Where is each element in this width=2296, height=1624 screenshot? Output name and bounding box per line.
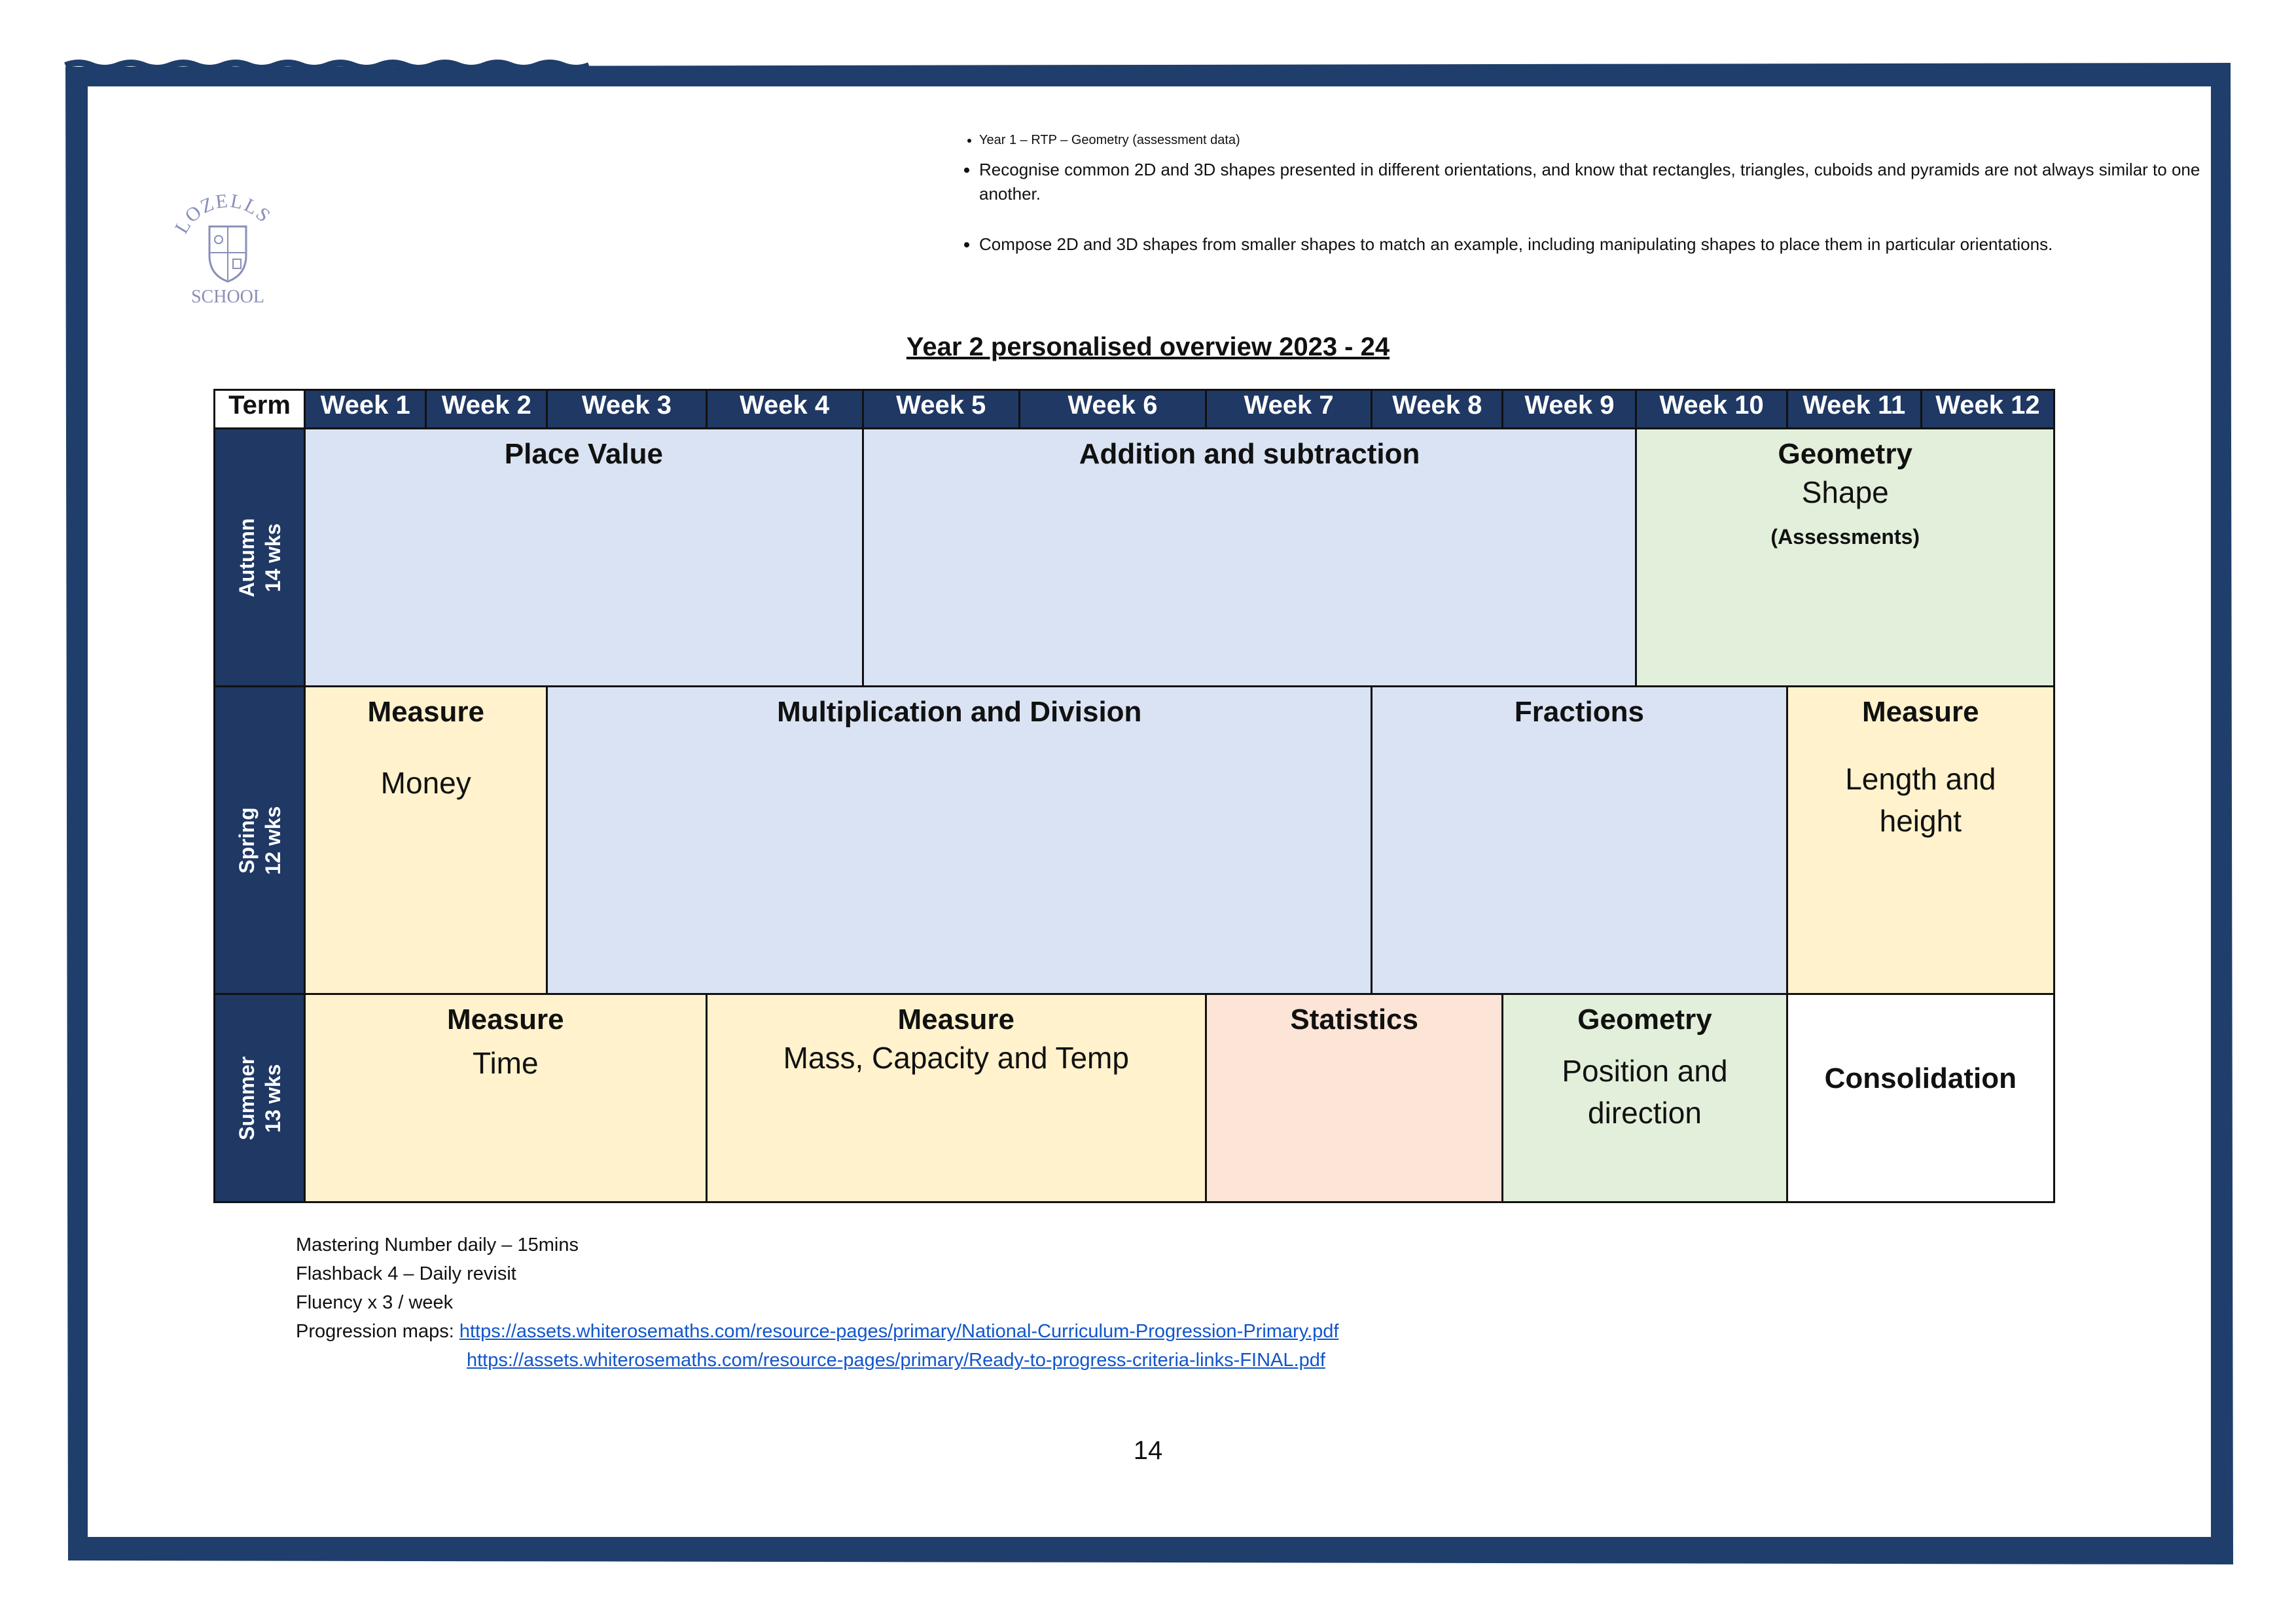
objective-item: • Recognise common 2D and 3D shapes presented in different orientations, and know that rectangles, triangles, cuboids and pyramids are not always similar to one another. <box>979 158 2236 206</box>
term-name: Summer <box>234 1056 259 1140</box>
svg-text:LOZELLS <box>171 190 276 238</box>
block-consolidation <box>1787 994 2054 1202</box>
block-subtopic: Money <box>380 766 471 800</box>
week-header: Week 12 <box>1921 390 2054 429</box>
autumn-row <box>215 429 2054 687</box>
summer-row <box>215 994 2054 1202</box>
page-number: 14 <box>1133 1436 1163 1465</box>
block-measure-time <box>305 994 706 1202</box>
term-autumn <box>215 429 305 687</box>
block-geometry-shape <box>1636 429 2054 687</box>
footer-line: Fluency x 3 / week <box>296 1292 454 1313</box>
block-fractions <box>1372 687 1787 994</box>
school-logo <box>169 190 287 308</box>
block-topic: Geometry <box>1577 1003 1712 1036</box>
week-header: Week 8 <box>1372 390 1503 429</box>
progression-link-national[interactable]: https://assets.whiterosemaths.com/resource-pages/primary/National-Curriculum-Progression-Primary.pdf <box>459 1321 1339 1342</box>
footer-notes <box>296 1231 1338 1375</box>
footer-line: Flashback 4 – Daily revisit <box>296 1263 516 1284</box>
block-topic: Statistics <box>1290 1003 1418 1036</box>
progression-link-ready[interactable]: https://assets.whiterosemaths.com/resource-pages/primary/Ready-to-progress-criteria-links-FINAL.pdf <box>467 1350 1325 1371</box>
term-header: Term <box>215 390 305 429</box>
week-header: Week 3 <box>547 390 706 429</box>
week-header: Week 10 <box>1636 390 1787 429</box>
week-header: Week 11 <box>1787 390 1921 429</box>
term-name: Autumn <box>234 518 259 597</box>
block-topic: Fractions <box>1514 696 1644 728</box>
objective-item: • Year 1 – RTP – Geometry (assessment data) <box>979 128 2236 153</box>
term-weeks: 14 wks <box>260 523 285 592</box>
objective-item: • Compose 2D and 3D shapes from smaller shapes to match an example, including manipulating shapes to place them in particular orientations. <box>979 232 2236 257</box>
block-geometry-position <box>1503 994 1787 1202</box>
block-topic: Measure <box>367 696 484 728</box>
block-place-value <box>305 429 863 687</box>
block-subtopic: Time <box>473 1046 539 1080</box>
overview-table <box>213 389 2055 1203</box>
block-multiplication-division <box>547 687 1372 994</box>
block-subtopic: Position and direction <box>1562 1054 1728 1130</box>
block-topic: Measure <box>447 1003 564 1036</box>
block-subtopic: Mass, Capacity and Temp <box>783 1041 1129 1075</box>
block-topic: Consolidation <box>1824 1062 2017 1094</box>
progression-label: Progression maps: <box>296 1321 454 1342</box>
block-topic: Place Value <box>504 438 663 470</box>
week-header: Week 5 <box>863 390 1019 429</box>
block-topic: Measure <box>897 1003 1015 1036</box>
block-topic: Addition and subtraction <box>1079 438 1420 470</box>
block-subtopic: Shape <box>1801 475 1889 509</box>
footer-line: Mastering Number daily – 15mins <box>296 1235 579 1255</box>
block-note: (Assessments) <box>1770 525 1920 549</box>
block-topic: Measure <box>1862 696 1979 728</box>
week-header: Week 4 <box>706 390 863 429</box>
spring-row <box>215 687 2054 994</box>
block-measure-money <box>305 687 547 994</box>
term-weeks: 12 wks <box>260 806 285 875</box>
block-topic: Multiplication and Division <box>777 696 1142 728</box>
week-header: Week 9 <box>1503 390 1636 429</box>
logo-top-text: LOZELLS <box>170 190 276 238</box>
objectives-list <box>942 128 2236 274</box>
overview-table-container <box>213 389 2055 1199</box>
block-addition-subtraction <box>863 429 1636 687</box>
term-spring <box>215 687 305 994</box>
block-measure-length <box>1787 687 2054 994</box>
block-measure-mass <box>706 994 1206 1202</box>
week-header: Week 1 <box>305 390 426 429</box>
block-topic: Geometry <box>1778 438 1912 470</box>
term-name: Spring <box>234 806 259 874</box>
term-weeks: 13 wks <box>260 1064 285 1132</box>
header-row <box>215 390 2054 429</box>
week-header: Week 6 <box>1019 390 1206 429</box>
week-header: Week 2 <box>426 390 547 429</box>
term-summer <box>215 994 305 1202</box>
week-header: Week 7 <box>1206 390 1372 429</box>
logo-bottom-text: SCHOOL <box>190 287 265 307</box>
block-statistics <box>1206 994 1503 1202</box>
page-title: Year 2 personalised overview 2023 - 24 <box>906 333 1390 361</box>
block-subtopic: Length and height <box>1845 762 1996 838</box>
